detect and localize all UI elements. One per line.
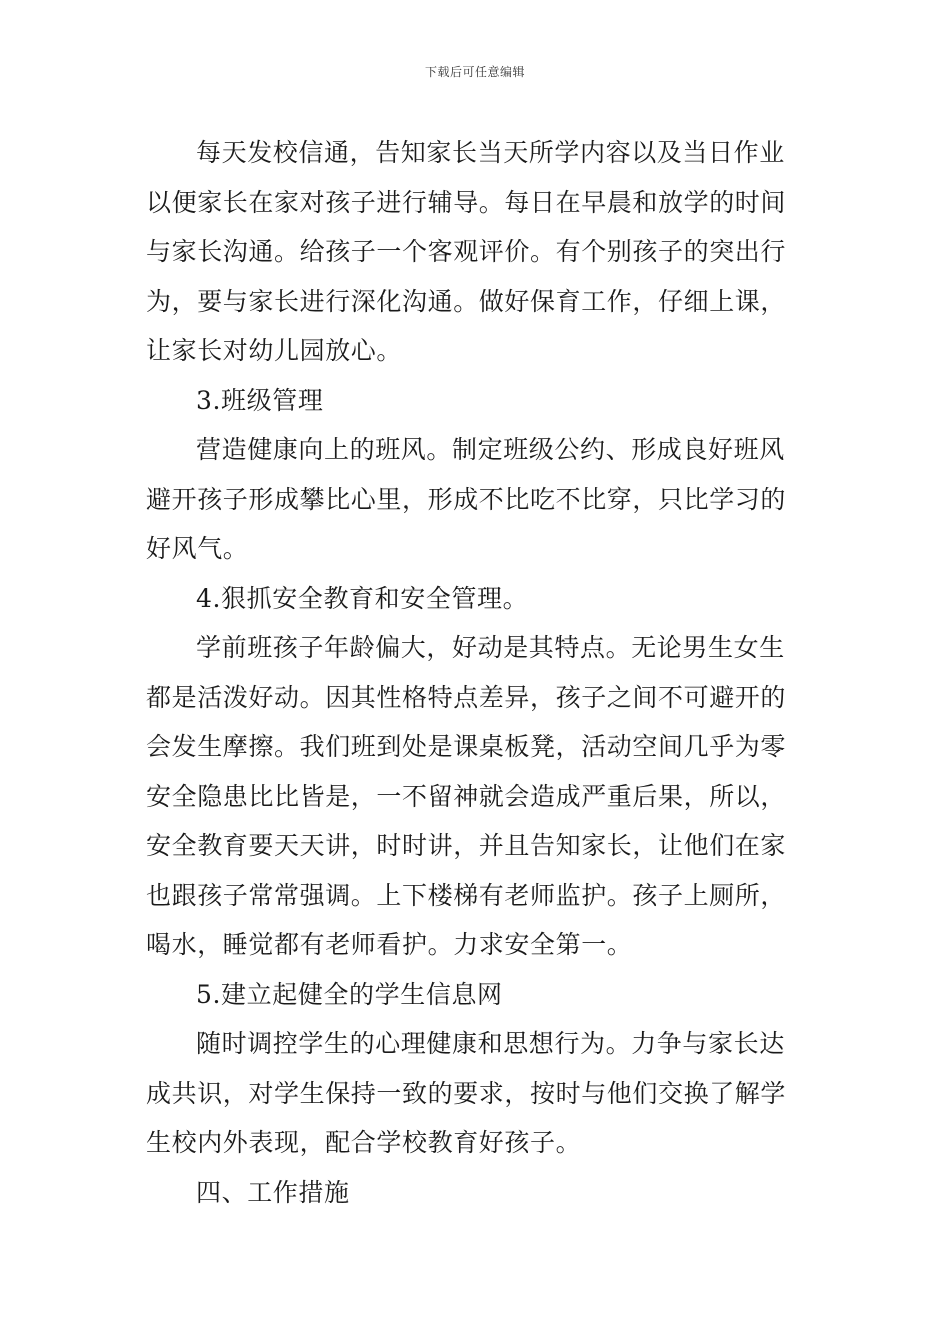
paragraph-line: 也跟孩子常常强调。上下楼梯有老师监护。孩子上厕所， [146,880,787,910]
paragraph-line: 成共识，对学生保持一致的要求，按时与他们交换了解学 [146,1078,787,1108]
section-heading: 四、工作措施 [196,1177,350,1207]
paragraph-line: 每天发校信通，告知家长当天所学内容以及当日作业 [196,138,785,167]
section-heading: 4.狠抓安全教育和安全管理。 [196,583,529,613]
paragraph-line: 避开孩子形成攀比心里，形成不比吃不比穿，只比学习的 [146,484,787,514]
section-heading: 3.班级管理 [196,385,324,415]
paragraph-line: 随时调控学生的心理健康和思想行为。力争与家长达 [196,1029,785,1058]
paragraph-line: 为，要与家长进行深化沟通。做好保育工作，仔细上课， [146,286,787,316]
paragraph-line: 营造健康向上的班风。制定班级公约、形成良好班风 [196,435,785,464]
section-heading: 5.建立起健全的学生信息网 [196,979,503,1009]
paragraph-line: 让家长对幼儿园放心。 [146,336,403,365]
paragraph-line: 以便家长在家对孩子进行辅导。每日在早晨和放学的时间 [146,187,787,217]
paragraph-line: 会发生摩擦。我们班到处是课桌板凳，活动空间几乎为零 [146,732,787,761]
paragraph-line: 生校内外表现，配合学校教育好孩子。 [146,1128,582,1157]
page-header: 下载后可任意编辑 [424,65,525,79]
document-body [146,128,810,1217]
paragraph-line: 都是活泼好动。因其性格特点差异，孩子之间不可避开的 [146,682,787,712]
paragraph-line: 安全教育要天天讲，时时讲，并且告知家长，让他们在家 [146,831,787,860]
paragraph-line: 学前班孩子年龄偏大，好动是其特点。无论男生女生 [196,633,785,662]
paragraph-line: 喝水，睡觉都有老师看护。力求安全第一。 [146,930,633,959]
paragraph-line: 好风气。 [146,534,249,563]
paragraph-line: 与家长沟通。给孩子一个客观评价。有个别孩子的突出行 [146,237,787,266]
paragraph-line: 安全隐患比比皆是，一不留神就会造成严重后果，所以， [146,781,787,811]
